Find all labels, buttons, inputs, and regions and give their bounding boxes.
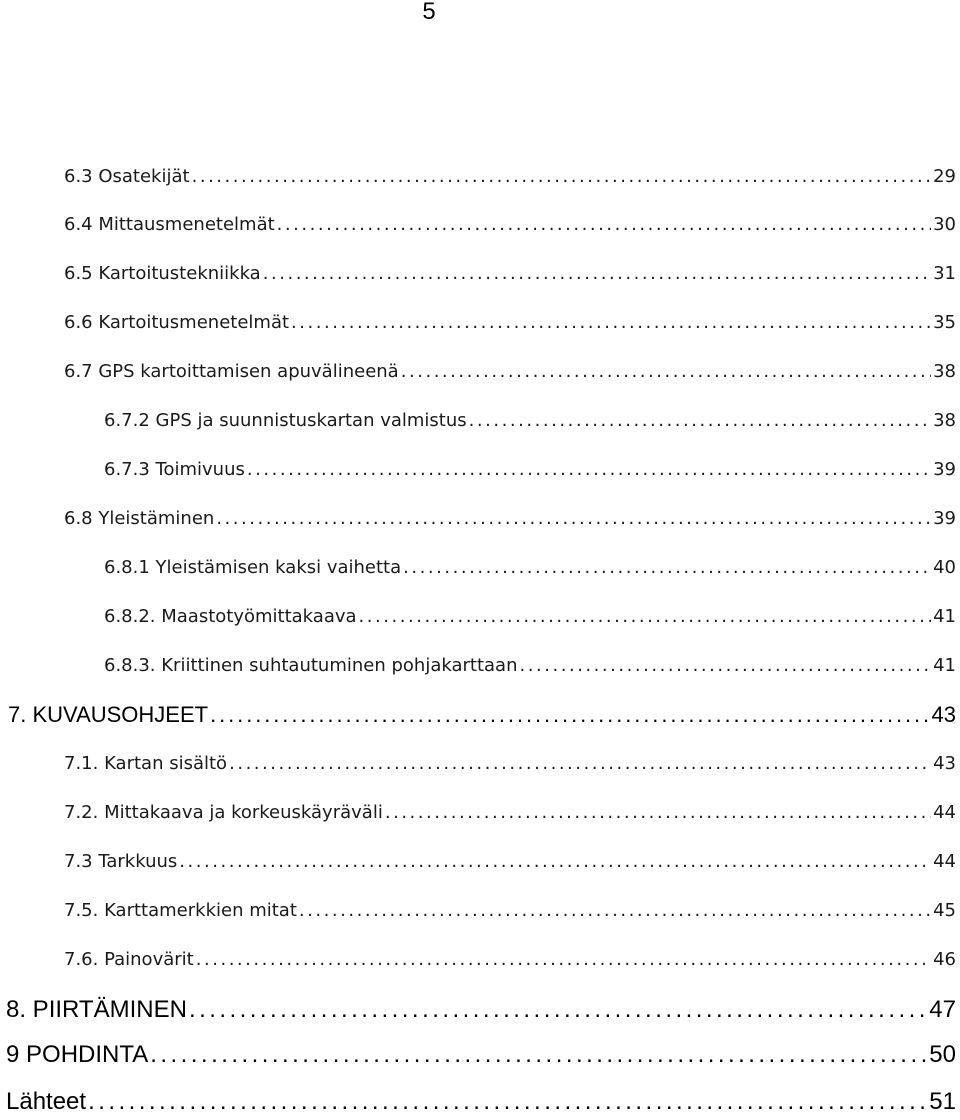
toc-entry-label: 6.3 Osatekijät: [64, 166, 190, 187]
toc-entry-page: 29: [933, 166, 956, 187]
toc-entry[interactable]: [64, 851, 956, 872]
toc-entry-label: 6.7.2 GPS ja suunnistuskartan valmistus: [104, 410, 467, 431]
toc-entry-page: 50: [929, 1041, 956, 1068]
toc-entry-page: 46: [933, 949, 956, 970]
toc-heading-entry[interactable]: [8, 702, 956, 728]
toc-entry-label: 7.6. Painovärit: [64, 949, 194, 970]
toc-entry[interactable]: [64, 214, 956, 235]
toc-entry[interactable]: [64, 753, 956, 774]
toc-dot-leader: [179, 851, 931, 872]
toc-entry-page: 39: [933, 459, 956, 480]
toc-entry-label: Lähteet: [6, 1088, 87, 1115]
toc-entry-label: 6.5 Kartoitustekniikka: [64, 263, 261, 284]
toc-entry-page: 40: [933, 557, 956, 578]
toc-entry-page: 44: [933, 851, 956, 872]
toc-dot-leader: [469, 410, 931, 431]
toc-dot-leader: [192, 166, 932, 187]
toc-entry[interactable]: [64, 166, 956, 187]
toc-dot-leader: [519, 655, 931, 676]
toc-entry-label: 6.4 Mittausmenetelmät: [64, 214, 275, 235]
toc-heading-entry[interactable]: [6, 1088, 956, 1116]
toc-entry-label: 6.7 GPS kartoittamisen apuvälineenä: [64, 361, 399, 382]
toc-entry-page: 31: [933, 263, 956, 284]
toc-entry[interactable]: [64, 263, 956, 284]
toc-entry-page: 38: [933, 410, 956, 431]
toc-entry[interactable]: [64, 802, 956, 823]
toc-entry-page: 43: [933, 753, 956, 774]
toc-entry[interactable]: [64, 361, 956, 382]
toc-entry-page: 51: [929, 1088, 956, 1115]
toc-dot-leader: [196, 949, 931, 970]
toc-entry-label: 6.8.3. Kriittinen suhtautuminen pohjakarttaan: [104, 655, 518, 676]
toc-entry-page: 44: [933, 802, 956, 823]
toc-dot-leader: [263, 263, 931, 284]
toc-entry-page: 38: [933, 361, 956, 382]
toc-entry[interactable]: [104, 655, 956, 676]
toc-entry[interactable]: [104, 410, 956, 431]
toc-dot-leader: [291, 312, 931, 333]
toc-entry-page: 43: [931, 702, 956, 727]
toc-dot-leader: [401, 361, 931, 382]
toc-entry-page: 45: [933, 900, 956, 921]
toc-entry[interactable]: [104, 459, 956, 480]
toc-entry-page: 35: [933, 312, 956, 333]
toc-dot-leader: [403, 557, 931, 578]
toc-heading-entry[interactable]: [6, 996, 956, 1024]
toc-entry-page: 41: [933, 655, 956, 676]
toc-entry[interactable]: [104, 606, 956, 627]
toc-entry[interactable]: [64, 508, 956, 529]
toc-entry-label: 6.7.3 Toimivuus: [104, 459, 245, 480]
toc-dot-leader: [277, 214, 931, 235]
toc-entry-label: 7.3 Tarkkuus: [64, 851, 178, 872]
toc-entry-label: 6.8.1 Yleistämisen kaksi vaihetta: [104, 557, 402, 578]
toc-entry[interactable]: [64, 949, 956, 970]
toc-entry[interactable]: [64, 312, 956, 333]
toc-entry-label: 8. PIIRTÄMINEN: [6, 996, 187, 1023]
toc-entry-label: 6.8 Yleistäminen: [64, 508, 215, 529]
toc-entry[interactable]: [104, 557, 956, 578]
toc-dot-leader: [359, 606, 932, 627]
toc-heading-entry[interactable]: [6, 1041, 956, 1069]
toc-entry[interactable]: [64, 900, 956, 921]
toc-entry-label: 7.5. Karttamerkkien mitat: [64, 900, 297, 921]
toc-entry-label: 7. KUVAUSOHJEET: [8, 702, 209, 727]
toc-entry-page: 47: [929, 996, 956, 1023]
toc-entry-label: 6.6 Kartoitusmenetelmät: [64, 312, 290, 333]
toc-dot-leader: [216, 508, 931, 529]
toc-entry-label: 7.2. Mittakaava ja korkeuskäyräväli: [64, 802, 383, 823]
toc-dot-leader: [229, 753, 931, 774]
toc-dot-leader: [210, 702, 929, 728]
toc-dot-leader: [150, 1041, 927, 1069]
toc-dot-leader: [88, 1088, 927, 1116]
page-number: 5: [422, 0, 436, 25]
toc-dot-leader: [299, 900, 931, 921]
toc-dot-leader: [385, 802, 931, 823]
toc-dot-leader: [189, 996, 927, 1024]
toc-entry-label: 6.8.2. Maastotyömittakaava: [104, 606, 357, 627]
toc-entry-page: 30: [933, 214, 956, 235]
toc-entry-label: 7.1. Kartan sisältö: [64, 753, 228, 774]
toc-entry-page: 39: [933, 508, 956, 529]
toc-dot-leader: [247, 459, 931, 480]
toc-entry-label: 9 POHDINTA: [6, 1041, 149, 1068]
toc-entry-page: 41: [933, 606, 956, 627]
